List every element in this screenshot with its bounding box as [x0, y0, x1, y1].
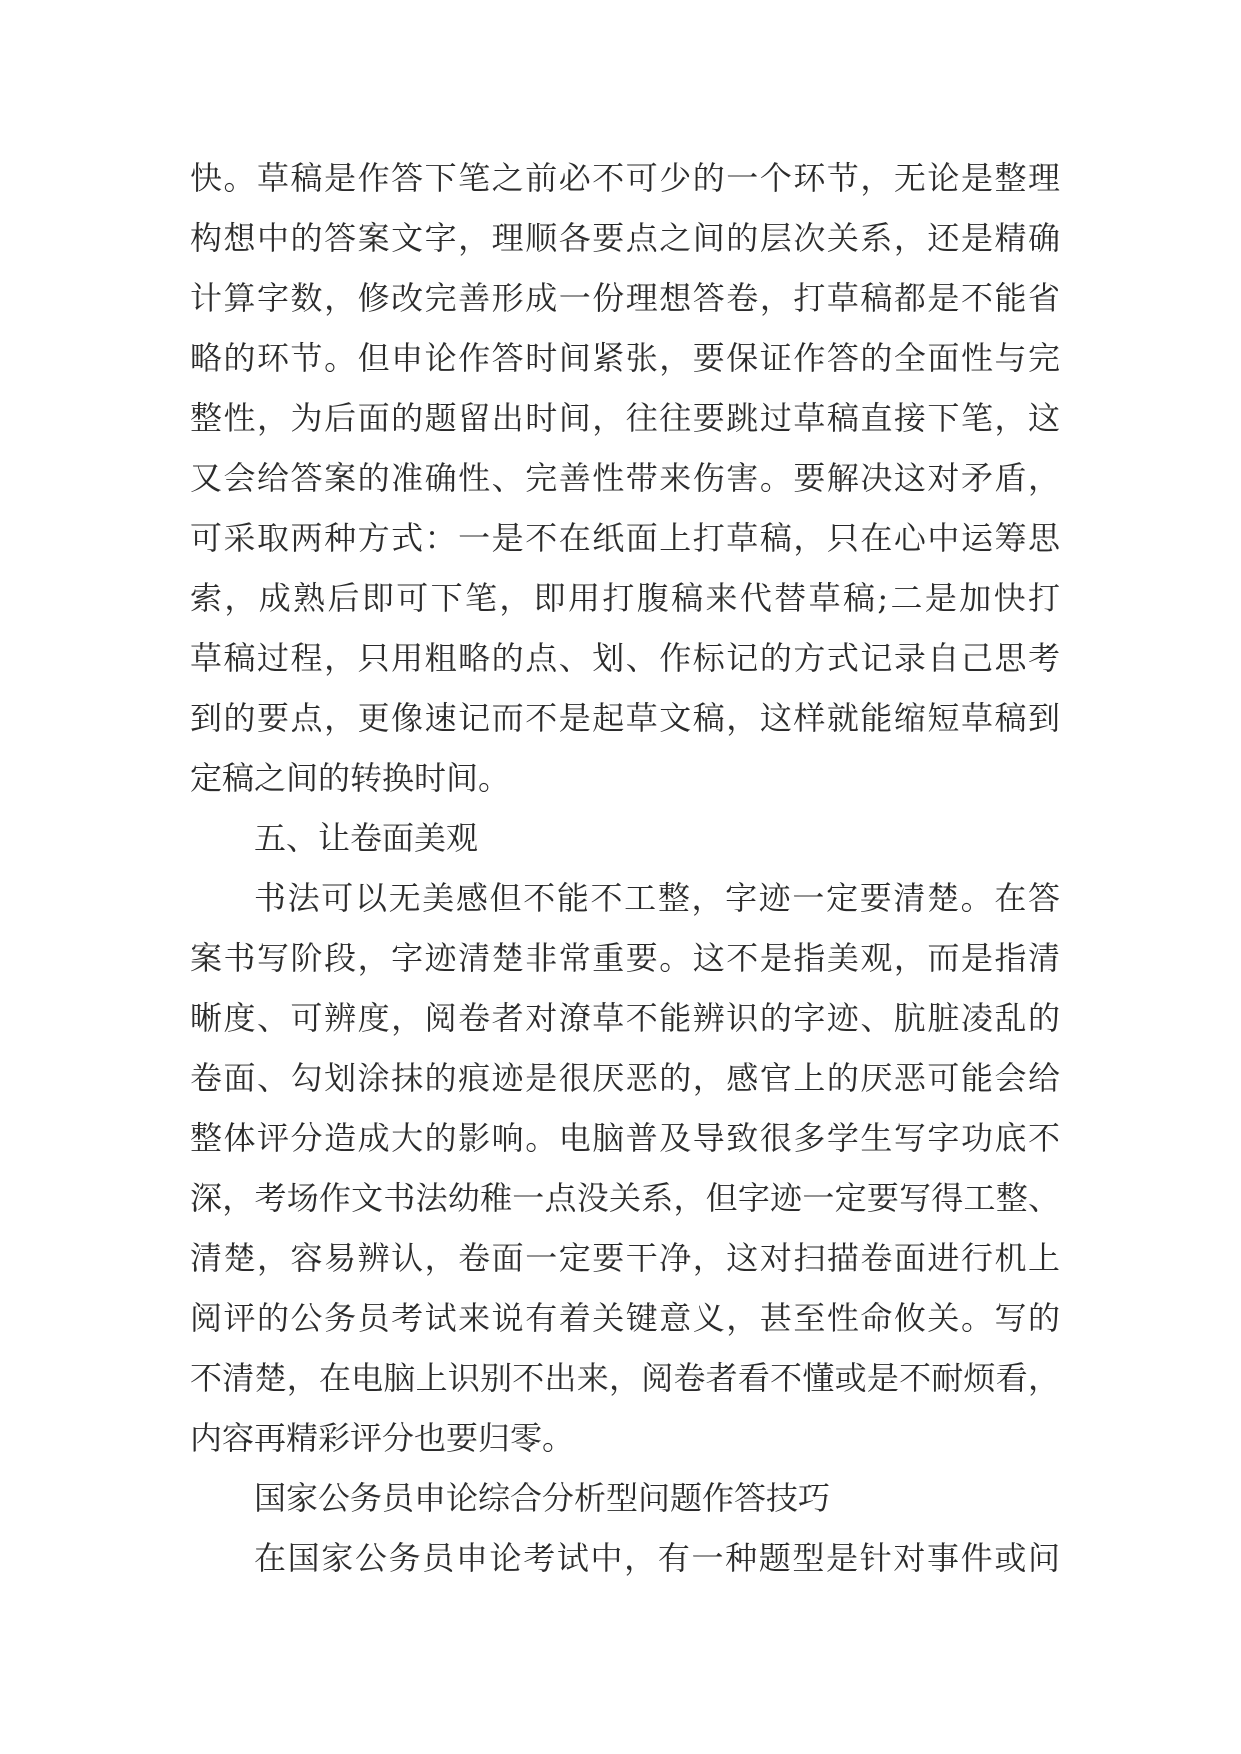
- document-body: [190, 148, 1060, 1588]
- text-line: 快。草稿是作答下笔之前必不可少的一个环节，无论是整理: [190, 159, 1060, 197]
- text-line: 案书写阶段，字迹清楚非常重要。这不是指美观，而是指清: [190, 939, 1060, 977]
- text-line: 阅评的公务员考试来说有着关键意义，甚至性命攸关。写的: [190, 1299, 1060, 1337]
- text-line: 晰度、可辨度，阅卷者对潦草不能辨识的字迹、肮脏凌乱的: [190, 999, 1060, 1037]
- text-line: 清楚，容易辨认，卷面一定要干净，这对扫描卷面进行机上: [190, 1239, 1060, 1277]
- text-line: 索，成熟后即可下笔，即用打腹稿来代替草稿;二是加快打: [190, 579, 1060, 617]
- paragraph-first-line: 书法可以无美感但不能不工整，字迹一定要清楚。在答: [254, 879, 1060, 917]
- text-line: 内容再精彩评分也要归零。: [190, 1419, 575, 1457]
- text-line: 卷面、勾划涂抹的痕迹是很厌恶的，感官上的厌恶可能会给: [190, 1059, 1060, 1097]
- text-line: 可采取两种方式：一是不在纸面上打草稿，只在心中运筹思: [190, 519, 1060, 557]
- text-line: 定稿之间的转换时间。: [190, 759, 511, 797]
- text-line: 又会给答案的准确性、完善性带来伤害。要解决这对矛盾，: [190, 459, 1060, 497]
- text-line: 整性，为后面的题留出时间，往往要跳过草稿直接下笔，这: [190, 399, 1060, 437]
- text-line: 不清楚，在电脑上识别不出来，阅卷者看不懂或是不耐烦看，: [190, 1359, 1060, 1397]
- text-line: 深，考场作文书法幼稚一点没关系，但字迹一定要写得工整、: [190, 1179, 1060, 1217]
- text-line: 整体评分造成大的影响。电脑普及导致很多学生写字功底不: [190, 1119, 1060, 1157]
- text-line: 构想中的答案文字，理顺各要点之间的层次关系，还是精确: [190, 219, 1060, 257]
- text-line: 略的环节。但申论作答时间紧张，要保证作答的全面性与完: [190, 339, 1060, 377]
- text-line: 草稿过程，只用粗略的点、划、作标记的方式记录自己思考: [190, 639, 1060, 677]
- text-line: 到的要点，更像速记而不是起草文稿，这样就能缩短草稿到: [190, 699, 1060, 737]
- section-heading: 五、让卷面美观: [254, 819, 479, 857]
- article-title: 国家公务员申论综合分析型问题作答技巧: [254, 1479, 831, 1517]
- text-line: 计算字数，修改完善形成一份理想答卷，打草稿都是不能省: [190, 279, 1060, 317]
- paragraph-first-line: 在国家公务员申论考试中，有一种题型是针对事件或问: [254, 1539, 1060, 1577]
